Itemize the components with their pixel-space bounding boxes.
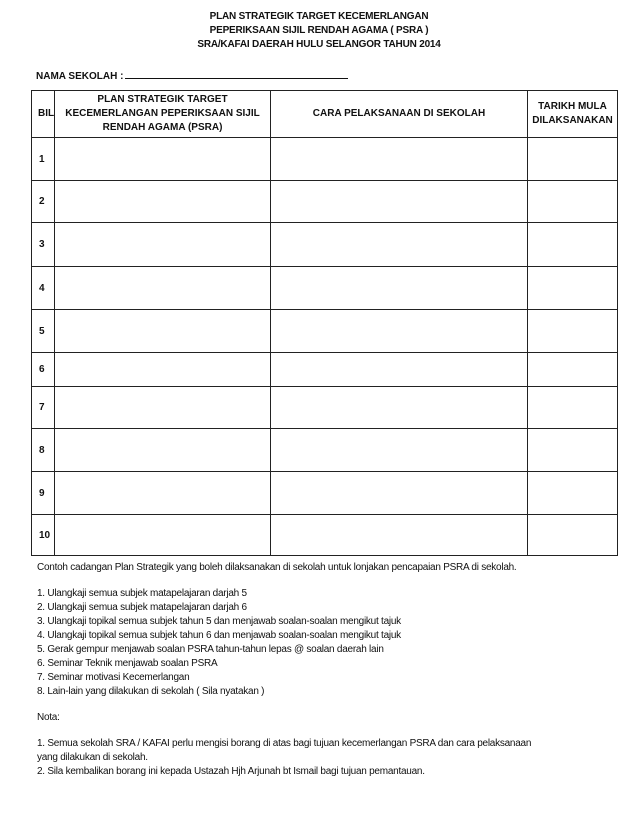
- list-item: 6. Seminar Teknik menjawab soalan PSRA: [37, 658, 218, 669]
- cara-cell[interactable]: [271, 515, 528, 556]
- plan-table: [31, 90, 618, 556]
- table-header-row: [32, 91, 618, 138]
- tarikh-cell[interactable]: [528, 310, 618, 353]
- row-number: 9: [32, 472, 55, 515]
- tarikh-cell[interactable]: [528, 472, 618, 515]
- tarikh-cell[interactable]: [528, 223, 618, 267]
- table-row: [32, 429, 618, 472]
- cara-cell[interactable]: [271, 310, 528, 353]
- title-line-2: PEPERIKSAAN SIJIL RENDAH AGAMA ( PSRA ): [209, 25, 429, 36]
- row-number: 3: [32, 223, 55, 267]
- table-row: [32, 310, 618, 353]
- table-row: [32, 223, 618, 267]
- tarikh-cell[interactable]: [528, 353, 618, 387]
- plan-cell[interactable]: [55, 181, 271, 223]
- cara-cell[interactable]: [271, 223, 528, 267]
- row-number: 7: [32, 387, 55, 429]
- tarikh-cell[interactable]: [528, 429, 618, 472]
- notes-intro: Contoh cadangan Plan Strategik yang boleh dilaksanakan di sekolah untuk lonjakan pencapaian PSRA di sekolah.: [37, 562, 517, 573]
- cara-cell[interactable]: [271, 353, 528, 387]
- list-item: 1. Ulangkaji semua subjek matapelajaran darjah 5: [37, 588, 247, 599]
- list-item: 7. Seminar motivasi Kecemerlangan: [37, 672, 190, 683]
- table-row: [32, 387, 618, 429]
- table-row: [32, 353, 618, 387]
- tarikh-cell[interactable]: [528, 267, 618, 310]
- header-tarikh: [528, 91, 618, 138]
- tarikh-cell[interactable]: [528, 138, 618, 181]
- header-cara-pelaksanaan: CARA PELAKSANAAN DI SEKOLAH: [271, 91, 528, 138]
- cara-cell[interactable]: [271, 429, 528, 472]
- title-line-1: PLAN STRATEGIK TARGET KECEMERLANGAN: [209, 11, 429, 22]
- plan-cell[interactable]: [55, 387, 271, 429]
- plan-cell[interactable]: [55, 353, 271, 387]
- row-number: 6: [32, 353, 55, 387]
- nota-item-2: 2. Sila kembalikan borang ini kepada Ustazah Hjh Arjunah bt Ismail bagi tujuan pemantauan.: [37, 766, 425, 777]
- list-item: 3. Ulangkaji topikal semua subjek tahun 5 dan menjawab soalan-soalan mengikut tajuk: [37, 616, 401, 627]
- header-plan-line-2: KECEMERLANGAN PEPERIKSAAN SIJIL: [65, 108, 260, 119]
- tarikh-cell[interactable]: [528, 387, 618, 429]
- header-plan-line-3: RENDAH AGAMA (PSRA): [102, 122, 223, 133]
- notes-section: [37, 561, 607, 779]
- cara-cell[interactable]: [271, 138, 528, 181]
- table-row: [32, 515, 618, 556]
- tarikh-cell[interactable]: [528, 181, 618, 223]
- cara-cell[interactable]: [271, 267, 528, 310]
- plan-cell[interactable]: [55, 223, 271, 267]
- school-name-blank[interactable]: [125, 69, 348, 79]
- list-item: 2. Ulangkaji semua subjek matapelajaran darjah 6: [37, 602, 247, 613]
- row-number: 8: [32, 429, 55, 472]
- list-item: 5. Gerak gempur menjawab soalan PSRA tahun-tahun lepas @ soalan daerah lain: [37, 644, 384, 655]
- header-plan-line-1: PLAN STRATEGIK TARGET: [97, 94, 228, 105]
- row-number: 2: [32, 181, 55, 223]
- row-number: 1: [32, 138, 55, 181]
- row-number: 5: [32, 310, 55, 353]
- table-row: [32, 138, 618, 181]
- cara-cell[interactable]: [271, 472, 528, 515]
- row-number: 4: [32, 267, 55, 310]
- plan-cell[interactable]: [55, 472, 271, 515]
- cara-cell[interactable]: [271, 387, 528, 429]
- school-name-label: NAMA SEKOLAH :: [36, 71, 124, 82]
- row-number: 10: [32, 515, 55, 556]
- nota-heading: Nota:: [37, 712, 60, 723]
- tarikh-cell[interactable]: [528, 515, 618, 556]
- document-title: [0, 10, 638, 52]
- header-plan-strategik: [55, 91, 271, 138]
- nota-item-1: 1. Semua sekolah SRA / KAFAI perlu mengisi borang di atas bagi tujuan kecemerlangan PSRA dan cara pelaksanaan: [37, 738, 532, 749]
- table-row: [32, 181, 618, 223]
- plan-cell[interactable]: [55, 267, 271, 310]
- list-item: 4. Ulangkaji topikal semua subjek tahun 6 dan menjawab soalan-soalan mengikut tajuk: [37, 630, 401, 641]
- header-bil: BIL: [32, 91, 55, 138]
- plan-cell[interactable]: [55, 515, 271, 556]
- cara-cell[interactable]: [271, 181, 528, 223]
- header-tarikh-line-1: TARIKH MULA: [538, 101, 607, 112]
- table-row: [32, 472, 618, 515]
- plan-cell[interactable]: [55, 138, 271, 181]
- header-tarikh-line-2: DILAKSANAKAN: [532, 115, 613, 126]
- list-item: 8. Lain-lain yang dilakukan di sekolah ( Sila nyatakan ): [37, 686, 265, 697]
- school-name-field: [36, 69, 348, 82]
- nota-item-1-cont: yang dilakukan di sekolah.: [37, 752, 148, 763]
- plan-cell[interactable]: [55, 429, 271, 472]
- table-row: [32, 267, 618, 310]
- suggestion-list: [37, 587, 607, 699]
- plan-cell[interactable]: [55, 310, 271, 353]
- title-line-3: SRA/KAFAI DAERAH HULU SELANGOR TAHUN 2014: [197, 39, 441, 50]
